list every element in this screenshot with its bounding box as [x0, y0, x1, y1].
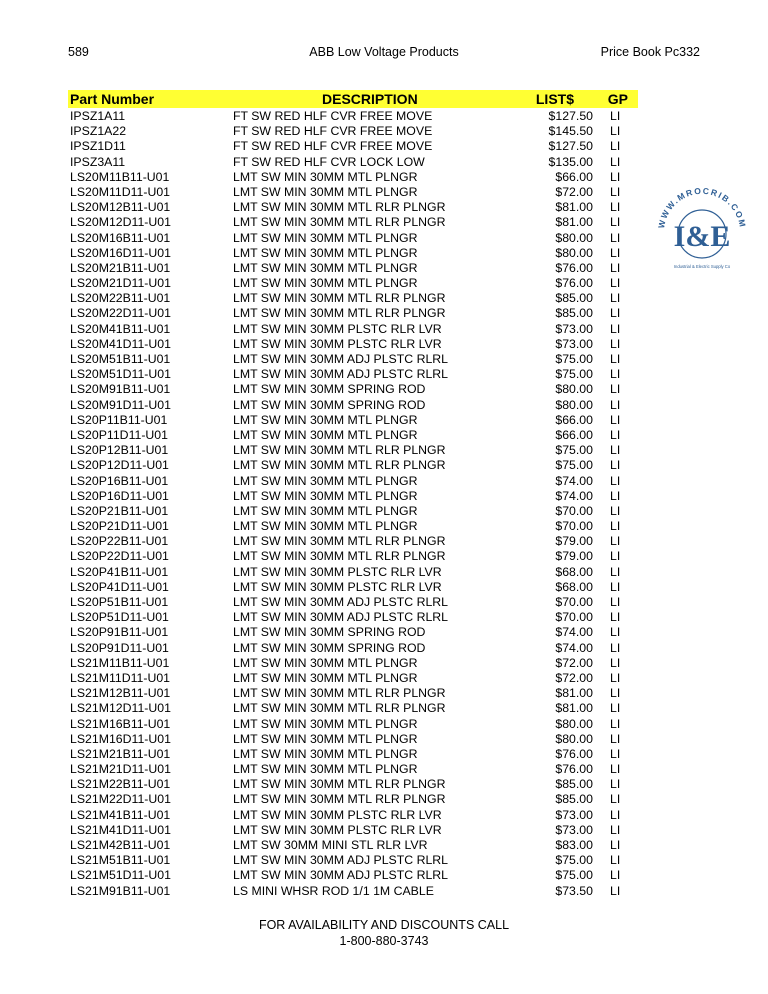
- table-row: [68, 565, 638, 580]
- list-price-cell: $73.00: [555, 336, 593, 351]
- description-cell: LMT SW MIN 30MM MTL RLR PLNGR: [233, 777, 446, 792]
- gp-cell: LI: [610, 260, 621, 275]
- page-title: ABB Low Voltage Products: [309, 45, 459, 59]
- gp-cell: LI: [610, 595, 621, 609]
- list-price-cell: $76.00: [555, 762, 593, 777]
- table-row: [68, 671, 638, 686]
- part-number-cell: LS20P16B11-U01: [70, 473, 169, 488]
- list-price-cell: $81.00: [555, 200, 593, 215]
- gp-cell: LI: [610, 443, 621, 458]
- list-price-cell: $81.00: [555, 215, 593, 230]
- description-cell: LMT SW MIN 30MM MTL RLR PLNGR: [233, 306, 446, 321]
- gp-cell: LI: [610, 382, 621, 397]
- gp-cell: LI: [610, 169, 621, 184]
- table-row: [68, 580, 638, 595]
- part-number-cell: LS21M41B11-U01: [70, 807, 171, 822]
- table-row: [68, 808, 638, 823]
- description-cell: LMT SW MIN 30MM MTL RLR PLNGR: [233, 534, 446, 549]
- description-cell: LMT SW MIN 30MM MTL PLNGR: [233, 503, 418, 518]
- gp-cell: LI: [610, 109, 621, 123]
- description-cell: LMT SW MIN 30MM MTL PLNGR: [233, 427, 418, 442]
- description-cell: LMT SW MIN 30MM MTL PLNGR: [233, 488, 418, 503]
- gp-cell: LI: [610, 716, 621, 731]
- list-price-cell: $81.00: [555, 701, 593, 716]
- gp-cell: LI: [610, 367, 621, 382]
- gp-cell: LI: [610, 564, 621, 579]
- gp-cell: LI: [610, 731, 621, 746]
- table-row: [68, 200, 638, 215]
- table-row: [68, 185, 638, 200]
- table-row: [68, 474, 638, 489]
- description-cell: LMT SW MIN 30MM MTL PLNGR: [233, 716, 418, 731]
- list-price-cell: $80.00: [555, 397, 593, 412]
- list-price-cell: $72.00: [555, 655, 593, 670]
- list-price-cell: $80.00: [555, 716, 593, 731]
- table-row: [68, 155, 638, 170]
- part-number-cell: LS21M16D11-U01: [70, 731, 171, 746]
- table-row: [68, 170, 638, 185]
- part-number-cell: IPSZ3A11: [70, 154, 126, 169]
- table-row: [68, 853, 638, 868]
- table-row: [68, 124, 638, 139]
- description-cell: LS MINI WHSR ROD 1/1 1M CABLE: [233, 883, 434, 898]
- table-row: [68, 549, 638, 564]
- description-cell: LMT SW MIN 30MM SPRING ROD: [233, 640, 426, 655]
- list-price-cell: $127.50: [548, 139, 593, 154]
- part-number-cell: LS20M51B11-U01: [70, 352, 171, 366]
- table-row: [68, 762, 638, 777]
- list-price-cell: $66.00: [555, 427, 593, 442]
- list-price-cell: $68.00: [555, 564, 593, 579]
- part-number-cell: LS20M16D11-U01: [70, 245, 171, 260]
- table-row: [68, 838, 638, 853]
- list-price-cell: $75.00: [555, 868, 593, 883]
- description-cell: LMT SW MIN 30MM MTL RLR PLNGR: [233, 215, 446, 230]
- list-price-cell: $85.00: [555, 306, 593, 321]
- gp-cell: LI: [610, 306, 621, 321]
- part-number-cell: LS21M42B11-U01: [70, 838, 171, 852]
- description-cell: LMT SW MIN 30MM MTL RLR PLNGR: [233, 701, 446, 716]
- description-cell: LMT SW MIN 30MM MTL PLNGR: [233, 276, 418, 291]
- list-price-cell: $80.00: [555, 245, 593, 260]
- table-row: [68, 701, 638, 716]
- list-price-cell: $145.50: [548, 124, 593, 139]
- gp-cell: LI: [610, 352, 621, 366]
- list-price-cell: $85.00: [555, 777, 593, 792]
- description-cell: LMT SW MIN 30MM PLSTC RLR LVR: [233, 807, 442, 822]
- gp-cell: LI: [610, 625, 621, 640]
- part-number-cell: LS21M16B11-U01: [70, 716, 171, 731]
- description-cell: LMT SW MIN 30MM PLSTC RLR LVR: [233, 822, 442, 837]
- description-cell: LMT SW MIN 30MM MTL RLR PLNGR: [233, 200, 446, 215]
- part-number-cell: LS21M22B11-U01: [70, 777, 171, 792]
- footer-phone: 1-800-880-3743: [339, 934, 429, 948]
- list-price-cell: $74.00: [555, 640, 593, 655]
- list-price-cell: $72.00: [555, 670, 593, 685]
- table-row: [68, 641, 638, 656]
- list-price-cell: $70.00: [555, 503, 593, 518]
- part-number-cell: LS21M91B11-U01: [70, 883, 171, 898]
- gp-cell: LI: [610, 154, 621, 169]
- list-price-cell: $76.00: [555, 276, 593, 291]
- description-cell: LMT SW MIN 30MM PLSTC RLR LVR: [233, 579, 442, 594]
- table-row: [68, 246, 638, 261]
- column-part-number: Part Number: [70, 91, 155, 107]
- part-number-cell: LS21M11B11-U01: [70, 655, 170, 670]
- description-cell: FT SW RED HLF CVR FREE MOVE: [233, 139, 433, 154]
- list-price-cell: $74.00: [555, 625, 593, 640]
- table-row: [68, 109, 638, 124]
- gp-cell: LI: [610, 655, 621, 670]
- list-price-cell: $80.00: [555, 230, 593, 245]
- part-number-cell: LS20M51D11-U01: [70, 367, 171, 382]
- part-number-cell: LS20P41D11-U01: [70, 579, 169, 594]
- description-cell: LMT SW MIN 30MM MTL PLNGR: [233, 670, 418, 685]
- table-row: [68, 367, 638, 382]
- description-cell: LMT SW MIN 30MM ADJ PLSTC RLRL: [233, 367, 449, 382]
- table-row: [68, 656, 638, 671]
- part-number-cell: LS21M21D11-U01: [70, 762, 171, 777]
- page-number: 589: [68, 45, 89, 59]
- part-number-cell: LS20P51D11-U01: [70, 610, 169, 625]
- table-row: [68, 504, 638, 519]
- gp-cell: LI: [610, 321, 621, 336]
- table-row: [68, 717, 638, 732]
- gp-cell: LI: [610, 519, 621, 534]
- part-number-cell: IPSZ1A11: [70, 109, 126, 123]
- part-number-cell: LS20P21D11-U01: [70, 519, 169, 534]
- table-row: [68, 747, 638, 762]
- table-row: [68, 139, 638, 154]
- description-cell: LMT SW 30MM MINI STL RLR LVR: [233, 838, 428, 852]
- logo-ring-text: WWW.MROCRIB.COM: [655, 185, 748, 230]
- gp-cell: LI: [610, 670, 621, 685]
- part-number-cell: LS20P22B11-U01: [70, 534, 169, 549]
- table-row: [68, 823, 638, 838]
- part-number-cell: LS20P51B11-U01: [70, 595, 169, 609]
- description-cell: LMT SW MIN 30MM MTL PLNGR: [233, 519, 418, 534]
- table-row: [68, 382, 638, 397]
- description-cell: LMT SW MIN 30MM MTL RLR PLNGR: [233, 291, 446, 306]
- list-price-cell: $73.00: [555, 807, 593, 822]
- table-row: [68, 458, 638, 473]
- list-price-cell: $75.00: [555, 352, 593, 366]
- list-price-cell: $73.50: [555, 883, 593, 898]
- description-cell: LMT SW MIN 30MM MTL PLNGR: [233, 746, 418, 761]
- list-price-cell: $85.00: [555, 291, 593, 306]
- table-row: [68, 337, 638, 352]
- gp-cell: LI: [610, 792, 621, 807]
- table-row: [68, 777, 638, 792]
- gp-cell: LI: [610, 200, 621, 215]
- gp-cell: LI: [610, 397, 621, 412]
- description-cell: LMT SW MIN 30MM MTL RLR PLNGR: [233, 686, 446, 701]
- part-number-cell: LS20M12B11-U01: [70, 200, 171, 215]
- gp-cell: LI: [610, 534, 621, 549]
- part-number-cell: LS20M41D11-U01: [70, 336, 171, 351]
- part-number-cell: LS20P21B11-U01: [70, 503, 169, 518]
- part-number-cell: LS21M41D11-U01: [70, 822, 171, 837]
- part-number-cell: LS20P12B11-U01: [70, 443, 169, 458]
- gp-cell: LI: [610, 458, 621, 473]
- list-price-cell: $68.00: [555, 579, 593, 594]
- part-number-cell: LS20M91B11-U01: [70, 382, 171, 397]
- gp-cell: LI: [610, 139, 621, 154]
- description-cell: LMT SW MIN 30MM MTL PLNGR: [233, 245, 418, 260]
- gp-cell: LI: [610, 746, 621, 761]
- description-cell: LMT SW MIN 30MM MTL PLNGR: [233, 412, 418, 427]
- description-cell: LMT SW MIN 30MM ADJ PLSTC RLRL: [233, 853, 449, 868]
- footer-availability: FOR AVAILABILITY AND DISCOUNTS CALL: [258, 918, 510, 932]
- part-number-cell: LS20P12D11-U01: [70, 458, 169, 473]
- part-number-cell: LS20P16D11-U01: [70, 488, 169, 503]
- gp-cell: LI: [610, 336, 621, 351]
- part-number-cell: LS21M22D11-U01: [70, 792, 171, 807]
- gp-cell: LI: [610, 488, 621, 503]
- column-list-price: LIST$: [535, 91, 574, 107]
- description-cell: LMT SW MIN 30MM MTL PLNGR: [233, 473, 418, 488]
- gp-cell: LI: [610, 822, 621, 837]
- gp-cell: LI: [610, 215, 621, 230]
- list-price-cell: $79.00: [555, 534, 593, 549]
- list-price-cell: $72.00: [555, 184, 593, 199]
- part-number-cell: IPSZ1A22: [70, 124, 127, 139]
- list-price-cell: $80.00: [555, 382, 593, 397]
- table-row: [68, 428, 638, 443]
- logo-tagline: Industrial & Electric Supply Co: [673, 264, 731, 269]
- list-price-cell: $75.00: [555, 458, 593, 473]
- gp-cell: LI: [610, 610, 621, 625]
- gp-cell: LI: [610, 762, 621, 777]
- table-row: [68, 306, 638, 321]
- part-number-cell: LS20P11B11-U01: [70, 412, 168, 427]
- description-cell: LMT SW MIN 30MM SPRING ROD: [233, 382, 426, 397]
- table-row: [68, 868, 638, 883]
- table-row: [68, 322, 638, 337]
- table-row: [68, 792, 638, 807]
- part-number-cell: LS20P22D11-U01: [70, 549, 169, 564]
- gp-cell: LI: [610, 473, 621, 488]
- part-number-cell: LS21M51B11-U01: [70, 853, 171, 868]
- table-row: [68, 443, 638, 458]
- gp-cell: LI: [610, 503, 621, 518]
- table-row: [68, 413, 638, 428]
- gp-cell: LI: [610, 853, 621, 868]
- list-price-cell: $73.00: [555, 321, 593, 336]
- list-price-cell: $70.00: [555, 610, 593, 625]
- gp-cell: LI: [610, 549, 621, 564]
- description-cell: LMT SW MIN 30MM SPRING ROD: [233, 625, 426, 640]
- description-cell: FT SW RED HLF CVR FREE MOVE: [233, 124, 433, 139]
- part-number-cell: LS20P41B11-U01: [70, 564, 169, 579]
- table-row: [68, 534, 638, 549]
- description-cell: LMT SW MIN 30MM MTL RLR PLNGR: [233, 443, 446, 458]
- description-cell: LMT SW MIN 30MM MTL PLNGR: [233, 230, 418, 245]
- gp-cell: LI: [610, 807, 621, 822]
- gp-cell: LI: [610, 412, 621, 427]
- description-cell: LMT SW MIN 30MM ADJ PLSTC RLRL: [233, 595, 449, 609]
- part-number-cell: LS21M12D11-U01: [70, 701, 171, 716]
- gp-cell: LI: [610, 868, 621, 883]
- gp-cell: LI: [610, 686, 621, 701]
- part-number-cell: LS20M91D11-U01: [70, 397, 171, 412]
- description-cell: LMT SW MIN 30MM MTL RLR PLNGR: [233, 549, 446, 564]
- description-cell: LMT SW MIN 30MM MTL PLNGR: [233, 260, 418, 275]
- table-row: [68, 610, 638, 625]
- part-number-cell: LS20M11D11-U01: [70, 184, 171, 199]
- description-cell: LMT SW MIN 30MM PLSTC RLR LVR: [233, 321, 442, 336]
- table-row: [68, 215, 638, 230]
- list-price-cell: $75.00: [555, 443, 593, 458]
- table-row: [68, 519, 638, 534]
- description-cell: LMT SW MIN 30MM MTL RLR PLNGR: [233, 458, 446, 473]
- price-book-label: Price Book Pc332: [600, 45, 700, 59]
- list-price-cell: $70.00: [555, 595, 593, 609]
- table-row: [68, 489, 638, 504]
- description-cell: LMT SW MIN 30MM MTL PLNGR: [233, 169, 418, 184]
- gp-cell: LI: [610, 124, 621, 139]
- column-description: DESCRIPTION: [322, 91, 418, 107]
- gp-cell: LI: [610, 184, 621, 199]
- table-row: [68, 352, 638, 367]
- list-price-cell: $127.50: [548, 109, 593, 123]
- part-number-cell: LS20P11D11-U01: [70, 427, 168, 442]
- part-number-cell: LS21M12B11-U01: [70, 686, 171, 701]
- table-row: [68, 398, 638, 413]
- table-row: [68, 595, 638, 610]
- description-cell: LMT SW MIN 30MM PLSTC RLR LVR: [233, 564, 442, 579]
- gp-cell: LI: [610, 838, 621, 852]
- part-number-cell: LS20P91B11-U01: [70, 625, 169, 640]
- table-row: [68, 231, 638, 246]
- column-gp: GP: [607, 91, 628, 107]
- table-row: [68, 686, 638, 701]
- list-price-cell: $75.00: [555, 853, 593, 868]
- list-price-cell: $135.00: [548, 154, 593, 169]
- list-price-cell: $76.00: [555, 260, 593, 275]
- description-cell: LMT SW MIN 30MM ADJ PLSTC RLRL: [233, 868, 449, 883]
- gp-cell: LI: [610, 883, 621, 898]
- part-number-cell: LS21M51D11-U01: [70, 868, 171, 883]
- part-number-cell: LS20M21B11-U01: [70, 260, 171, 275]
- mrocrib-logo: [652, 182, 752, 282]
- list-price-cell: $83.00: [555, 838, 593, 852]
- description-cell: LMT SW MIN 30MM ADJ PLSTC RLRL: [233, 610, 449, 625]
- description-cell: LMT SW MIN 30MM MTL PLNGR: [233, 731, 418, 746]
- gp-cell: LI: [610, 230, 621, 245]
- part-number-cell: LS20M41B11-U01: [70, 321, 171, 336]
- table-row: [68, 884, 638, 899]
- list-price-cell: $74.00: [555, 488, 593, 503]
- gp-cell: LI: [610, 245, 621, 260]
- description-cell: LMT SW MIN 30MM SPRING ROD: [233, 397, 426, 412]
- description-cell: LMT SW MIN 30MM PLSTC RLR LVR: [233, 336, 442, 351]
- description-cell: LMT SW MIN 30MM MTL RLR PLNGR: [233, 792, 446, 807]
- part-number-cell: LS20M16B11-U01: [70, 230, 171, 245]
- gp-cell: LI: [610, 701, 621, 716]
- list-price-cell: $76.00: [555, 746, 593, 761]
- gp-cell: LI: [610, 291, 621, 306]
- list-price-cell: $66.00: [555, 412, 593, 427]
- gp-cell: LI: [610, 640, 621, 655]
- part-number-cell: LS21M11D11-U01: [70, 670, 171, 685]
- list-price-cell: $66.00: [555, 169, 593, 184]
- table-row: [68, 276, 638, 291]
- part-number-cell: IPSZ1D11: [70, 139, 126, 154]
- part-number-cell: LS20M11B11-U01: [70, 169, 170, 184]
- list-price-cell: $74.00: [555, 473, 593, 488]
- list-price-cell: $80.00: [555, 731, 593, 746]
- table-row: [68, 291, 638, 306]
- price-table: [68, 109, 638, 899]
- part-number-cell: LS20M22D11-U01: [70, 306, 171, 321]
- table-row: [68, 625, 638, 640]
- gp-cell: LI: [610, 777, 621, 792]
- list-price-cell: $70.00: [555, 519, 593, 534]
- list-price-cell: $75.00: [555, 367, 593, 382]
- part-number-cell: LS20M12D11-U01: [70, 215, 171, 230]
- description-cell: LMT SW MIN 30MM MTL PLNGR: [233, 655, 418, 670]
- logo-mark: I&E: [673, 220, 731, 253]
- list-price-cell: $85.00: [555, 792, 593, 807]
- part-number-cell: LS20M22B11-U01: [70, 291, 171, 306]
- gp-cell: LI: [610, 427, 621, 442]
- table-row: [68, 732, 638, 747]
- description-cell: LMT SW MIN 30MM MTL PLNGR: [233, 762, 418, 777]
- description-cell: FT SW RED HLF CVR FREE MOVE: [233, 109, 433, 123]
- gp-cell: LI: [610, 276, 621, 291]
- part-number-cell: LS20M21D11-U01: [70, 276, 171, 291]
- part-number-cell: LS20P91D11-U01: [70, 640, 169, 655]
- description-cell: FT SW RED HLF CVR LOCK LOW: [233, 154, 425, 169]
- part-number-cell: LS21M21B11-U01: [70, 746, 171, 761]
- table-header: [68, 90, 638, 108]
- list-price-cell: $79.00: [555, 549, 593, 564]
- description-cell: LMT SW MIN 30MM MTL PLNGR: [233, 184, 418, 199]
- gp-cell: LI: [610, 579, 621, 594]
- list-price-cell: $73.00: [555, 822, 593, 837]
- table-row: [68, 261, 638, 276]
- list-price-cell: $81.00: [555, 686, 593, 701]
- description-cell: LMT SW MIN 30MM ADJ PLSTC RLRL: [233, 352, 449, 366]
